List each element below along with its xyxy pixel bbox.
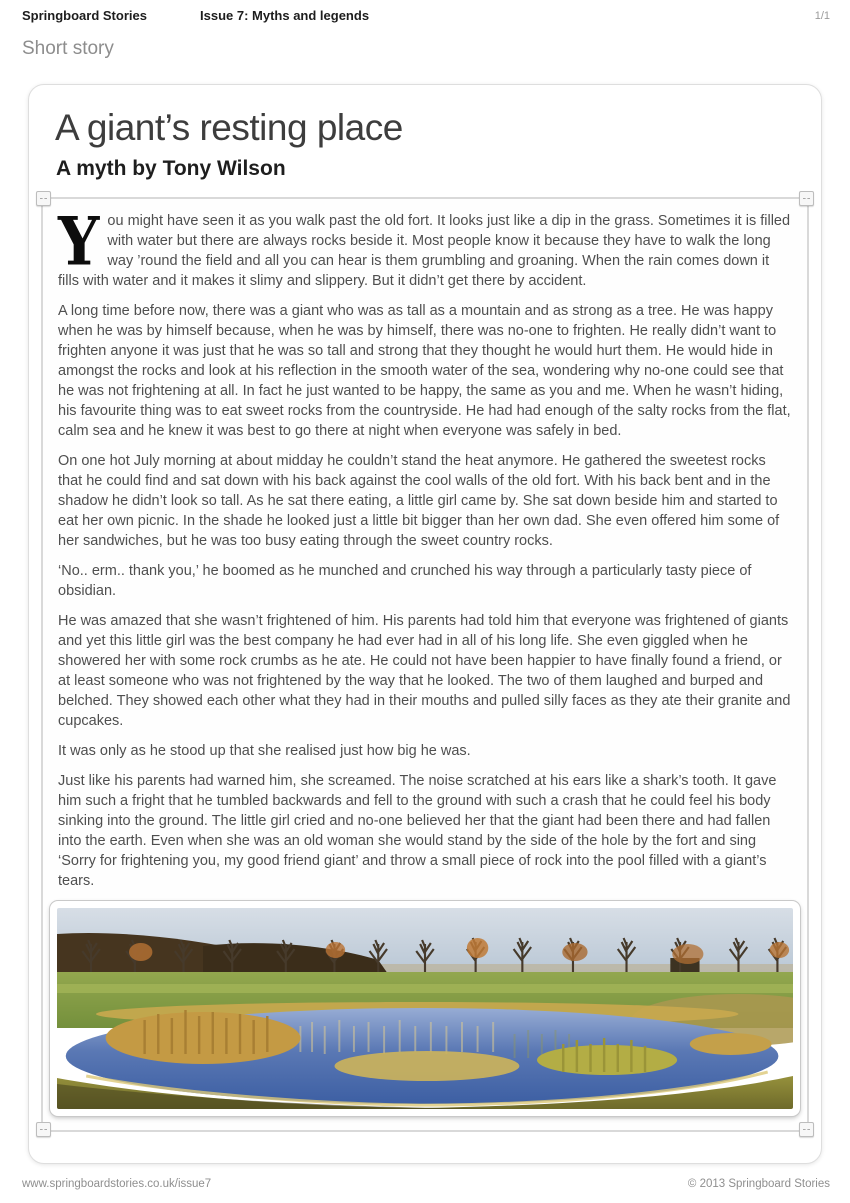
- corner-clip-icon: [799, 191, 814, 206]
- brand-name: Springboard Stories: [22, 8, 147, 23]
- page-footer: [22, 1176, 830, 1190]
- corner-clip-icon: [36, 1122, 51, 1137]
- story-card: [28, 84, 822, 1164]
- story-text: [58, 202, 792, 891]
- story-paragraph: A long time before now, there was a giant who was as tall as a mountain and as strong as a tree. He was happy when he was by himself because, when he was by himself, there was no-one to frighten. He really didn’t want to frighten anyone it was just that he was so tall and strong that they thought he would hurt them. He would hide in amongst the rocks and look at his reflection in the smooth water of the sea, wondering why no-one could see that he was not frightening at all. In fact he just wanted to be happy, the same as you and me. When he wasn’t hiding, his favourite thing was to eat sweet rocks from the countryside. He had had enough of the salty rocks from the flat, calm sea and he knew it was best to go there at night when everyone was safely in bed.: [58, 303, 791, 439]
- story-paragraph: It was only as he stood up that she realised just how big he was.: [58, 743, 471, 759]
- corner-clip-icon: [36, 191, 51, 206]
- issue-title: Issue 7: Myths and legends: [200, 8, 370, 23]
- landscape-photo-illustration: [57, 908, 793, 1109]
- story-paragraph: On one hot July morning at about midday he couldn’t stand the heat anymore. He gathered the sweetest rocks that he could find and sat down with his back against the cool walls of the old fort. With his back bent and in the shadow he didn’t look so tall. As he sat there eating, a little girl came by. She sat down beside him and started to eat her own picnic. In the shade he looked just a little bit bigger than her own dad. She even offered him some of her sandwiches, but he was too busy eating through the sweet country rocks.: [58, 453, 780, 549]
- story-paragraph: Just like his parents had warned him, she screamed. The noise scratched at his ears like a shark’s tooth. It gave him such a fright that he tumbled backwards and fell to the ground with such a crash that he could feel his body sinking into the ground. The little girl cried and no-one believed her that the giant had been there and had fallen into the earth. Even when she was an old woman she would stand by the side of the hole by the fort and sing ‘Sorry for frightening you, my good friend giant’ and throw a small piece of rock into the pool filled with a giant’s tears.: [58, 773, 777, 889]
- story-paragraph: He was amazed that she wasn’t frightened of him. His parents had told him that everyone was frightened of giants and yet this little girl was the best company he had ever had in all of his long life. She even giggled when he showered her with some rock crumbs as he ate. He could not have been happier to have finally found a friend, or at least someone who was not frightened by the way that he looked. The two of them laughed and burped and belched. They showed each other what they had in their mouths and pulled silly faces as they ate their granite and cupcakes.: [58, 613, 791, 729]
- article-title: A giant’s resting place: [55, 107, 403, 148]
- article-byline: A myth by Tony Wilson: [56, 157, 286, 180]
- page-indicator: 1/1: [814, 10, 830, 22]
- drop-cap: Y: [58, 202, 100, 281]
- story-paragraph: You might have seen it as you walk past the old fort. It looks just like a dip in the grass. Sometimes it is filled with water but there are always rocks beside it. Most people know it because they have to walk the long way ’round the field and all you can hear is them grumbling and groaning. When the rain comes down it fills with water and it makes it slimy and slippery. But it didn’t get there by accident.: [58, 202, 791, 289]
- category-label: Short story: [22, 38, 114, 59]
- page-header: [22, 8, 830, 26]
- landscape-photo: [50, 901, 800, 1116]
- story-paragraph: ‘No.. erm.. thank you,’ he boomed as he munched and crunched his way through a particularly tasty piece of obsidian.: [58, 563, 752, 599]
- footer-url[interactable]: www.springboardstories.co.uk/issue7: [22, 1178, 212, 1190]
- story-panel: [41, 197, 809, 1132]
- footer-copyright: © 2013 Springboard Stories: [687, 1178, 830, 1190]
- corner-clip-icon: [799, 1122, 814, 1137]
